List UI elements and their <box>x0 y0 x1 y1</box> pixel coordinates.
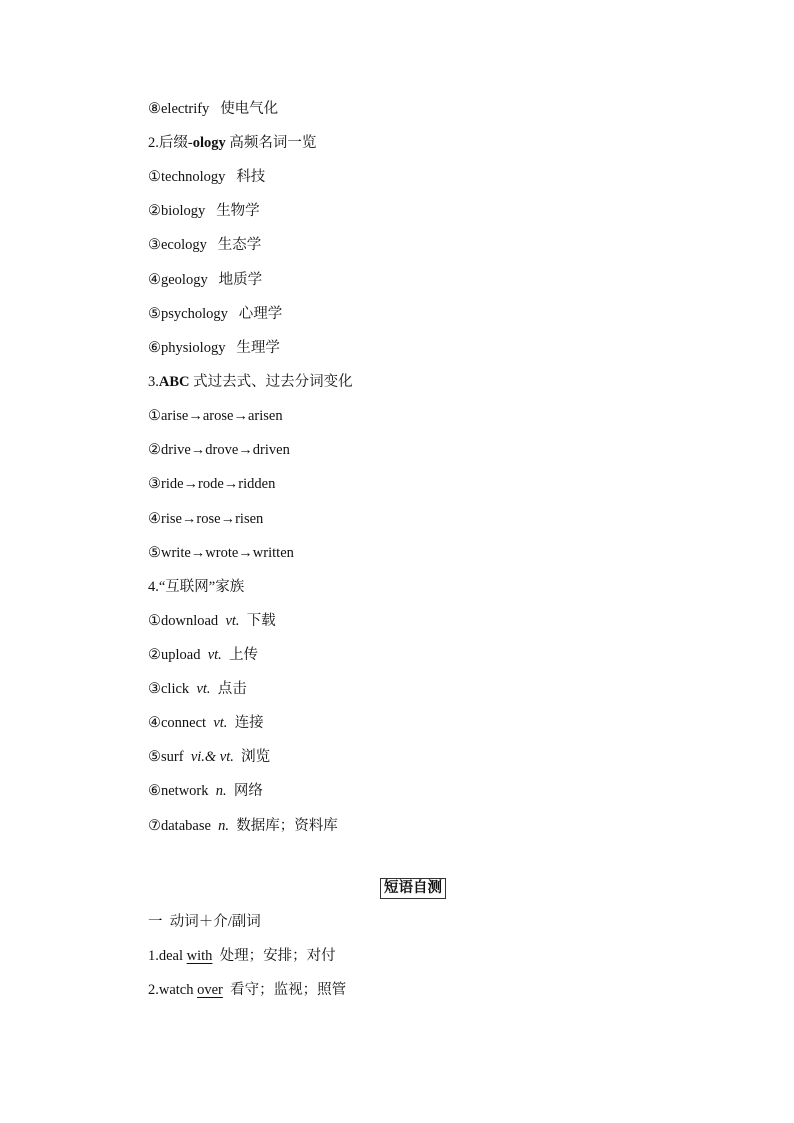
item-word: surf <box>161 749 184 765</box>
heading-prefix: 2.后缀- <box>148 135 193 151</box>
item-number: ④ <box>148 511 161 527</box>
phrase-answer: with <box>186 948 213 964</box>
item-meaning: 浏览 <box>241 749 271 765</box>
item-word: electrify <box>161 101 210 117</box>
part-of-speech: vi.& vt. <box>190 749 234 765</box>
item-number: ④ <box>148 272 161 288</box>
item-meaning: 生理学 <box>236 340 280 356</box>
vocab-item <box>148 748 270 766</box>
part-of-speech: vt. <box>225 613 240 629</box>
item-number: ⑧ <box>148 101 161 117</box>
heading-bold: ABC <box>158 374 190 390</box>
item-number: ② <box>148 647 161 663</box>
section-heading <box>148 134 316 152</box>
vocab-item <box>148 680 247 698</box>
verb-forms-item <box>148 544 294 562</box>
vocab-item <box>148 305 282 323</box>
vocab-item <box>148 646 258 664</box>
item-word: download <box>161 613 219 629</box>
phrase-meaning: 处理；安排；对付 <box>219 948 336 964</box>
item-meaning: 下载 <box>246 613 276 629</box>
heading-suffix: 式过去式、过去分词变化 <box>189 374 353 390</box>
part-of-speech: n. <box>215 783 227 799</box>
item-text: drive→drove→driven <box>161 442 290 458</box>
heading-suffix: 高频名词一览 <box>225 135 317 151</box>
part-of-speech: vt. <box>196 681 211 697</box>
verb-forms-item <box>148 441 290 459</box>
item-meaning: 数据库；资料库 <box>236 818 338 834</box>
item-number: ③ <box>148 476 161 492</box>
item-number: ② <box>148 442 161 458</box>
vocab-item <box>148 202 260 220</box>
vocab-item <box>148 714 264 732</box>
item-text: arise→arose→arisen <box>161 408 283 424</box>
item-meaning: 网络 <box>233 783 263 799</box>
phrase-prefix: 1.deal <box>148 948 187 964</box>
heading-bold: ology <box>192 135 226 151</box>
vocab-item <box>148 100 278 118</box>
item-number: ⑤ <box>148 545 161 561</box>
item-number: ③ <box>148 681 161 697</box>
item-number: ④ <box>148 715 161 731</box>
vocab-item <box>148 339 280 357</box>
part-of-speech: n. <box>218 818 230 834</box>
item-word: psychology <box>161 306 228 322</box>
phrase-answer: over <box>197 982 223 998</box>
part-of-speech: vt. <box>207 647 222 663</box>
item-word: upload <box>161 647 201 663</box>
item-number: ⑤ <box>148 306 161 322</box>
vocab-item <box>148 782 263 800</box>
item-number: ⑥ <box>148 783 161 799</box>
vocab-item <box>148 236 261 254</box>
verb-forms-item <box>148 510 263 528</box>
item-meaning: 生态学 <box>217 237 262 253</box>
item-word: ecology <box>161 237 207 253</box>
group-heading: 一 动词＋介/副词 <box>148 914 261 930</box>
item-meaning: 科技 <box>236 169 266 185</box>
vocab-item <box>148 612 276 630</box>
item-number: ⑦ <box>148 818 161 834</box>
phrase-item <box>148 947 336 965</box>
item-word: physiology <box>161 340 226 356</box>
section-box-title: 短语自测 <box>380 878 446 899</box>
item-number: ① <box>148 613 161 629</box>
item-meaning: 地质学 <box>218 272 263 288</box>
item-number: ② <box>148 203 161 219</box>
verb-forms-item <box>148 407 283 425</box>
verb-forms-item <box>148 475 275 493</box>
item-text: write→wrote→written <box>161 545 294 561</box>
item-number: ③ <box>148 237 161 253</box>
item-word: geology <box>161 272 208 288</box>
phrase-item <box>148 981 346 999</box>
item-text: ride→rode→ridden <box>161 476 276 492</box>
item-word: connect <box>161 715 207 731</box>
section-heading: 4.“互联网”家族 <box>148 579 245 595</box>
phrase-prefix: 2.watch <box>148 982 198 998</box>
item-meaning: 生物学 <box>216 203 260 219</box>
item-meaning: 心理学 <box>238 306 283 322</box>
item-meaning: 点击 <box>217 681 247 697</box>
item-word: database <box>161 818 211 834</box>
item-word: technology <box>161 169 226 185</box>
phrase-meaning: 看守；监视；照管 <box>230 982 347 998</box>
item-number: ⑥ <box>148 340 161 356</box>
item-text: rise→rose→risen <box>161 511 264 527</box>
vocab-item <box>148 817 338 835</box>
vocab-item <box>148 271 262 289</box>
item-meaning: 使电气化 <box>220 101 279 117</box>
item-word: biology <box>161 203 206 219</box>
item-word: network <box>161 783 209 799</box>
vocab-item <box>148 168 265 186</box>
section-heading <box>148 373 353 391</box>
item-number: ① <box>148 408 161 424</box>
item-word: click <box>161 681 190 697</box>
heading-prefix: 3. <box>148 374 159 390</box>
item-meaning: 上传 <box>229 647 259 663</box>
item-meaning: 连接 <box>234 715 264 731</box>
item-number: ⑤ <box>148 749 161 765</box>
item-number: ① <box>148 169 161 185</box>
part-of-speech: vt. <box>213 715 228 731</box>
